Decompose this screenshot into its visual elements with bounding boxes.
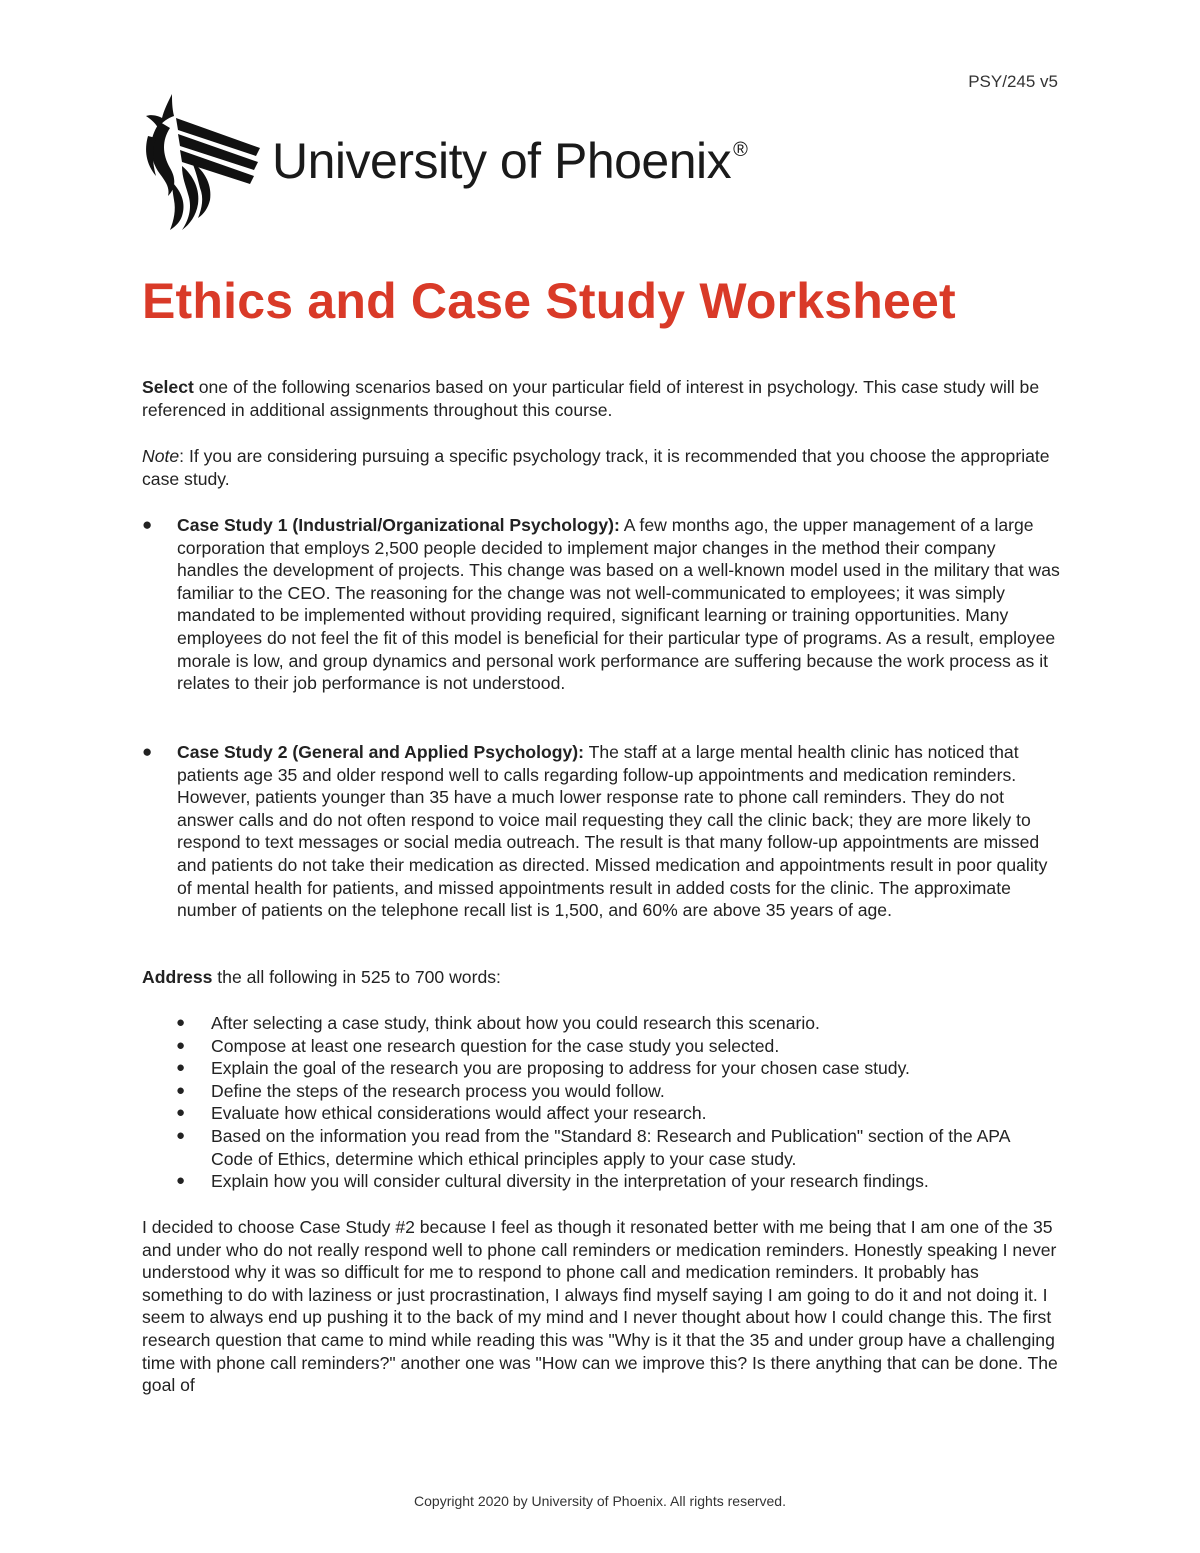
- case-study-heading: Case Study 2 (General and Applied Psychology):: [177, 742, 585, 762]
- select-keyword: Select: [142, 377, 194, 397]
- logo-text: University of Phoenix: [272, 133, 732, 189]
- bullet-icon: ●: [142, 742, 153, 761]
- registered-mark: ®: [733, 139, 748, 161]
- case-study-item: [142, 514, 1062, 695]
- bullet-icon: ●: [176, 1059, 186, 1077]
- requirement-text: Explain the goal of the research you are proposing to address for your chosen case study.: [211, 1058, 910, 1079]
- address-text: the all following in 525 to 700 words:: [212, 967, 501, 987]
- phoenix-icon: [142, 92, 267, 232]
- case-study-item: [142, 741, 1062, 922]
- requirement-item: [176, 1080, 1056, 1103]
- requirements-list: [176, 1012, 1056, 1193]
- course-code: PSY/245 v5: [968, 72, 1058, 91]
- case-study-text: A few months ago, the upper management of a large corporation that employs 2,500 people decided to implement major changes in the method their company handles the development of projects. This change was based on a well-known model used in the military that was familiar to the CEO. The reasoning for the change was not well-communicated to employees; it was simply mandated to be implemented without providing required, significant learning or training opportunities. Many employees do not feel the fit of this model is beneficial for their particular type of programs. As a result, employee morale is low, and group dynamics and personal work performance are suffering because the work process as it relates to their job performance is not understood.: [177, 515, 1060, 694]
- requirement-item: [176, 1125, 1056, 1170]
- bullet-icon: ●: [176, 1014, 186, 1031]
- requirement-item: [176, 1057, 1056, 1080]
- requirement-text: After selecting a case study, think about how you could research this scenario.: [211, 1013, 820, 1033]
- intro-paragraph: [142, 376, 1062, 421]
- note-label: Note: [142, 446, 180, 466]
- bullet-icon: ●: [142, 515, 153, 534]
- case-study-list: [142, 741, 1062, 922]
- requirement-item: [176, 1012, 1056, 1035]
- bullet-icon: ●: [176, 1036, 186, 1054]
- requirement-text: Define the steps of the research process you would follow.: [211, 1080, 665, 1101]
- case-study-list: [142, 514, 1062, 695]
- requirement-text: Evaluate how ethical considerations would affect your research.: [211, 1103, 707, 1124]
- requirement-item: [176, 1102, 1056, 1125]
- logo-wordmark: [272, 132, 747, 190]
- bullet-icon: ●: [176, 1104, 186, 1122]
- page-title: Ethics and Case Study Worksheet: [142, 273, 956, 329]
- requirement-text: Explain how you will consider cultural diversity in the interpretation of your research findings.: [211, 1171, 929, 1192]
- university-logo: [142, 92, 782, 232]
- case-study-heading: Case Study 1 (Industrial/Organizational Psychology):: [177, 515, 620, 535]
- bullet-icon: ●: [176, 1172, 186, 1190]
- response-paragraph: [142, 1216, 1062, 1397]
- requirement-text: Compose at least one research question for the case study you selected.: [211, 1035, 780, 1056]
- note-text: : If you are considering pursuing a specific psychology track, it is recommended that you choose the appropriate case study.: [142, 446, 1050, 489]
- requirement-item: [176, 1170, 1056, 1193]
- address-keyword: Address: [142, 967, 213, 987]
- address-paragraph: [142, 966, 1062, 989]
- response-text: I decided to choose Case Study #2 because I feel as though it resonated better with me being that I am one of the 35 and under who do not really respond well to phone call reminders or medication reminders. Honestly speaking I never understood why it was so difficult for me to respond to phone call and medication reminders. It probably has something to do with laziness or just procrastination, I always find myself saying I am going to do it and not doing it. I seem to always end up pushing it to the back of my mind and I never thought about how I could change this. The first research question that came to mind while reading this was "Why is it that the 35 and under group have a challenging time with phone call reminders?" another one was "How can we improve this? Is there anything that can be done. The goal of: [142, 1217, 1058, 1396]
- select-instruction: one of the following scenarios based on your particular field of interest in psychology. This case study will be referenced in additional assignments throughout this course.: [142, 377, 1040, 420]
- copyright-footer: Copyright 2020 by University of Phoenix. All rights reserved.: [414, 1493, 786, 1509]
- case-study-text: The staff at a large mental health clinic has noticed that patients age 35 and older respond well to calls regarding follow-up appointments and medication reminders. However, patients younger than 35 have a much lower response rate to phone call reminders. They do not answer calls and do not often respond to voice mail requesting they call the clinic back; they are more likely to respond to text messages or social media outreach. The result is that many follow-up appointments are missed and patients do not take their medication as directed. Missed medication and appointments result in poor quality of mental health for patients, and missed appointments result in added costs for the clinic. The approximate number of patients on the telephone recall list is 1,500, and 60% are above 35 years of age.: [177, 742, 1048, 921]
- requirement-text: Based on the information you read from the "Standard 8: Research and Publication" section of the APA Code of Ethics, determine which ethical principles apply to your case study.: [211, 1125, 1010, 1169]
- note-paragraph: [142, 445, 1062, 490]
- bullet-icon: ●: [176, 1081, 186, 1099]
- bullet-icon: ●: [176, 1126, 186, 1144]
- requirement-item: [176, 1035, 1056, 1058]
